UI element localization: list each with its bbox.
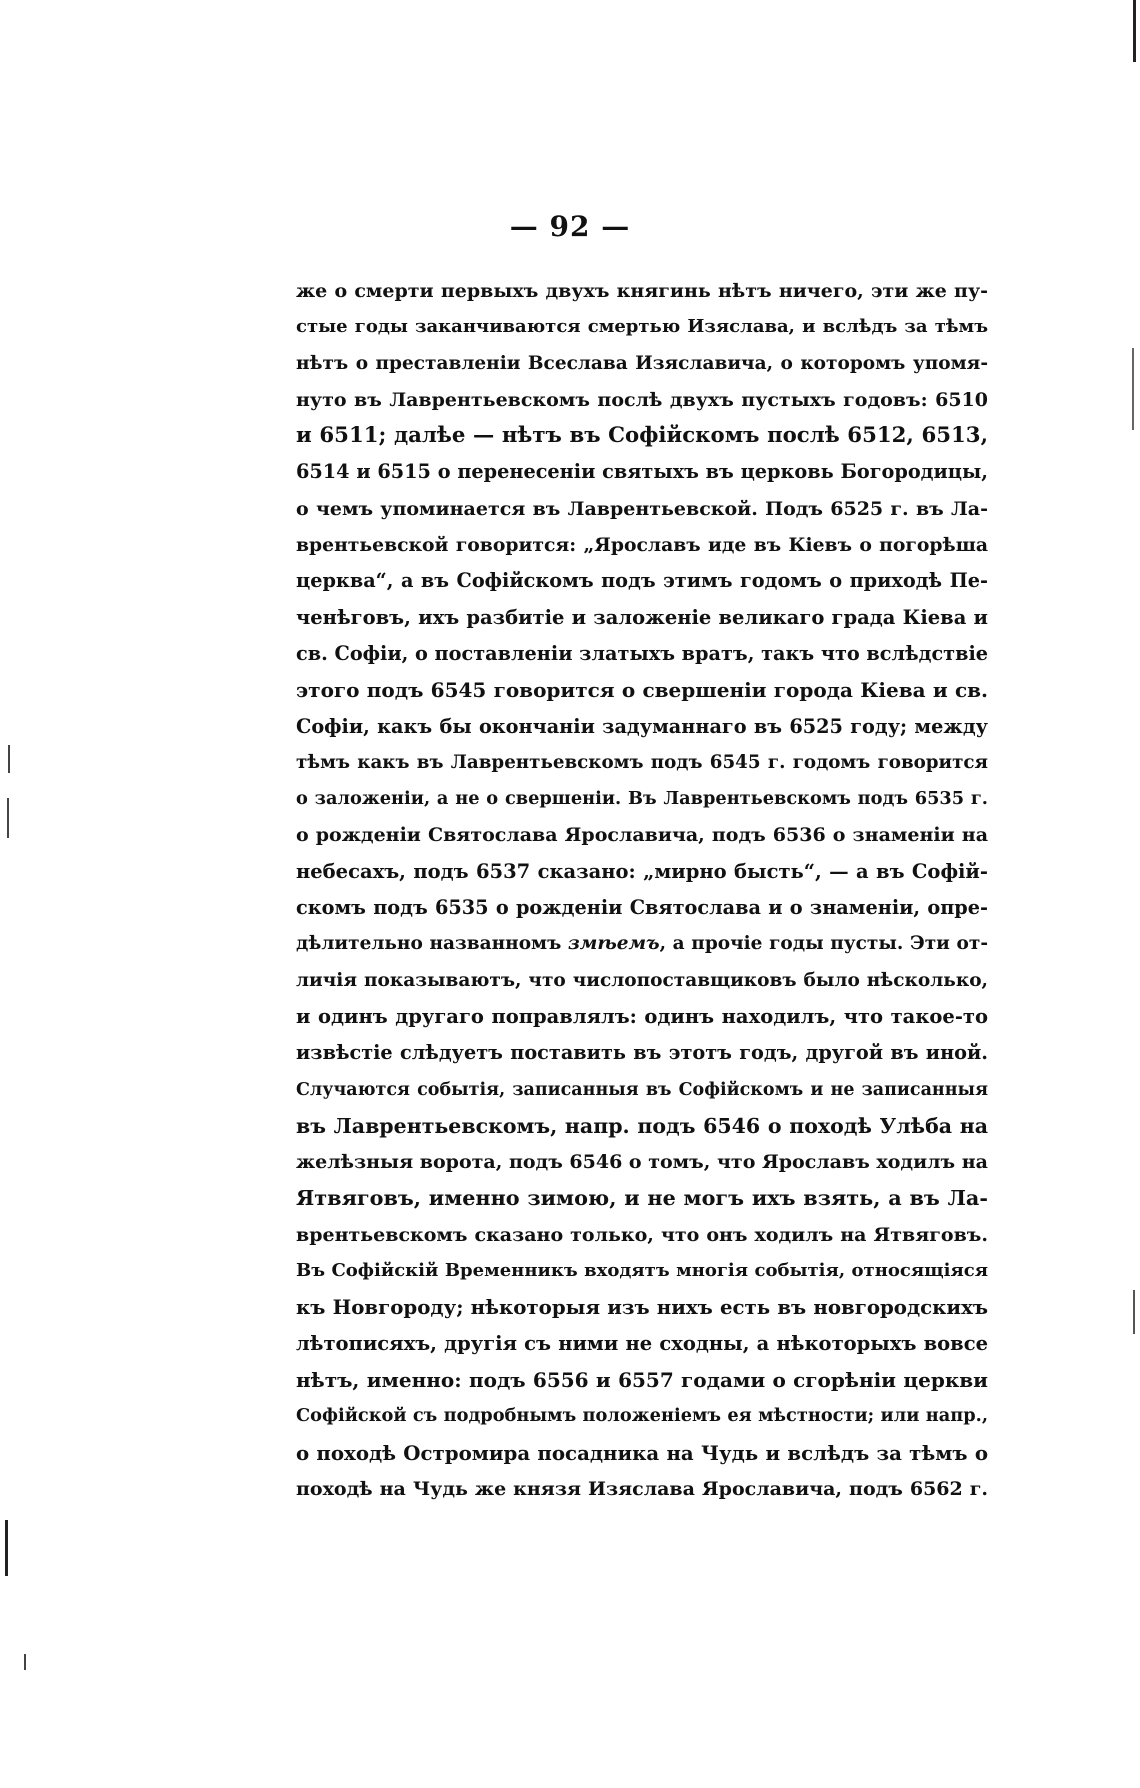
- text-line: къ Новгороду; нѣкоторыя изъ нихъ есть въ новгородскихъ: [296, 1295, 988, 1320]
- text-line: личія показываютъ, что числопоставщиковъ было нѣсколько,: [296, 969, 988, 991]
- text-line: о походѣ Остромира посадника на Чудь и вслѣдъ за тѣмъ о: [296, 1440, 988, 1465]
- scan-artifact: [1133, 0, 1136, 62]
- text-line: о заложеніи, а не о свершеніи. Въ Лаврентьевскомъ подъ 6535 г.: [296, 788, 988, 810]
- text-line: Въ Софійскій Временникъ входятъ многія событія, относящіяся: [296, 1260, 988, 1282]
- text-line: скомъ подъ 6535 о рожденіи Святослава и о знаменіи, опре-: [296, 896, 988, 920]
- text-line: нѣтъ о преставленіи Всеслава Изяславича, о которомъ упомя-: [296, 352, 988, 374]
- text-line: 6514 и 6515 о перенесеніи святыхъ въ церковь Богородицы,: [296, 460, 988, 484]
- text-line: лѣтописяхъ, другія съ ними не сходны, а нѣкоторыхъ вовсе: [296, 1331, 988, 1355]
- scan-artifact: [1133, 1290, 1135, 1334]
- text-line: врентьевской говорится: „Ярославъ иде въ Кіевъ о погорѣша: [296, 534, 988, 557]
- text-line: этого подъ 6545 говорится о свершеніи города Кіева и св.: [296, 678, 988, 703]
- scan-artifact: [5, 1520, 8, 1576]
- text-line: стые годы заканчиваются смертью Изяслава, и вслѣдъ за тѣмъ: [296, 316, 988, 338]
- scan-artifact: [1132, 348, 1134, 430]
- text-line: Софійской съ подробнымъ положеніемъ ея мѣстности; или напр.,: [296, 1405, 988, 1427]
- scan-artifact: [7, 798, 9, 838]
- text-line: тѣмъ какъ въ Лаврентьевскомъ подъ 6545 г. годомъ говорится: [296, 751, 988, 773]
- text-line: извѣстіе слѣдуетъ поставить въ этотъ годъ, другой въ иной.: [296, 1041, 988, 1065]
- text-line: и 6511; далѣе — нѣтъ въ Софійскомъ послѣ 6512, 6513,: [296, 423, 988, 449]
- text-line: желѣзныя ворота, подъ 6546 о томъ, что Ярославъ ходилъ на: [296, 1151, 988, 1174]
- text-line: и одинъ другаго поправлялъ: одинъ находилъ, что такое-то: [296, 1004, 988, 1028]
- page-number: — 92 —: [509, 210, 631, 243]
- text-line: нуто въ Лаврентьевскомъ послѣ двухъ пустыхъ годовъ: 6510: [296, 388, 988, 411]
- text-line: дѣлительно названномъ змѣемъ, а прочіе годы пусты. Эти от-: [296, 933, 988, 955]
- text-line: о чемъ упоминается въ Лаврентьевской. Подъ 6525 г. въ Ла-: [296, 497, 988, 520]
- text-line: ченѣговъ, ихъ разбитіе и заложеніе великаго града Кіева и: [296, 605, 988, 629]
- text-line: Случаются событія, записанныя въ Софійскомъ и не записанныя: [296, 1079, 988, 1100]
- text-line: въ Лаврентьевскомъ, напр. подъ 6546 о походѣ Улѣба на: [296, 1113, 988, 1138]
- text-line: походѣ на Чудь же князя Изяслава Ярославича, подъ 6562 г.: [296, 1477, 988, 1500]
- text-line: врентьевскомъ сказано только, что онъ ходилъ на Ятвяговъ.: [296, 1223, 988, 1246]
- scan-artifact: [8, 745, 10, 773]
- text-line: св. Софіи, о поставленіи златыхъ вратъ, такъ что вслѣдствіе: [296, 641, 988, 665]
- emphasized-word: змѣемъ: [567, 933, 660, 955]
- text-line: нѣтъ, именно: подъ 6556 и 6557 годами о сгорѣніи церкви: [296, 1367, 988, 1392]
- text-line: о рожденіи Святослава Ярославича, подъ 6536 о знаменіи на: [296, 824, 988, 847]
- text-line: Ятвяговъ, именно зимою, и не могъ ихъ взять, а въ Ла-: [296, 1186, 988, 1211]
- text-line: Софіи, какъ бы окончаніи задуманнаго въ 6525 году; между: [296, 714, 988, 738]
- text-line: церква“, а въ Софійскомъ подъ этимъ годомъ о приходѣ Пе-: [296, 569, 988, 593]
- text-line: же о смерти первыхъ двухъ княгинь нѣтъ ничего, эти же пу-: [296, 280, 988, 302]
- body-text: [296, 273, 988, 1507]
- text-line: небесахъ, подъ 6537 сказано: „мирно бысть“, — а въ Софій-: [296, 859, 988, 883]
- scan-artifact: [24, 1654, 26, 1670]
